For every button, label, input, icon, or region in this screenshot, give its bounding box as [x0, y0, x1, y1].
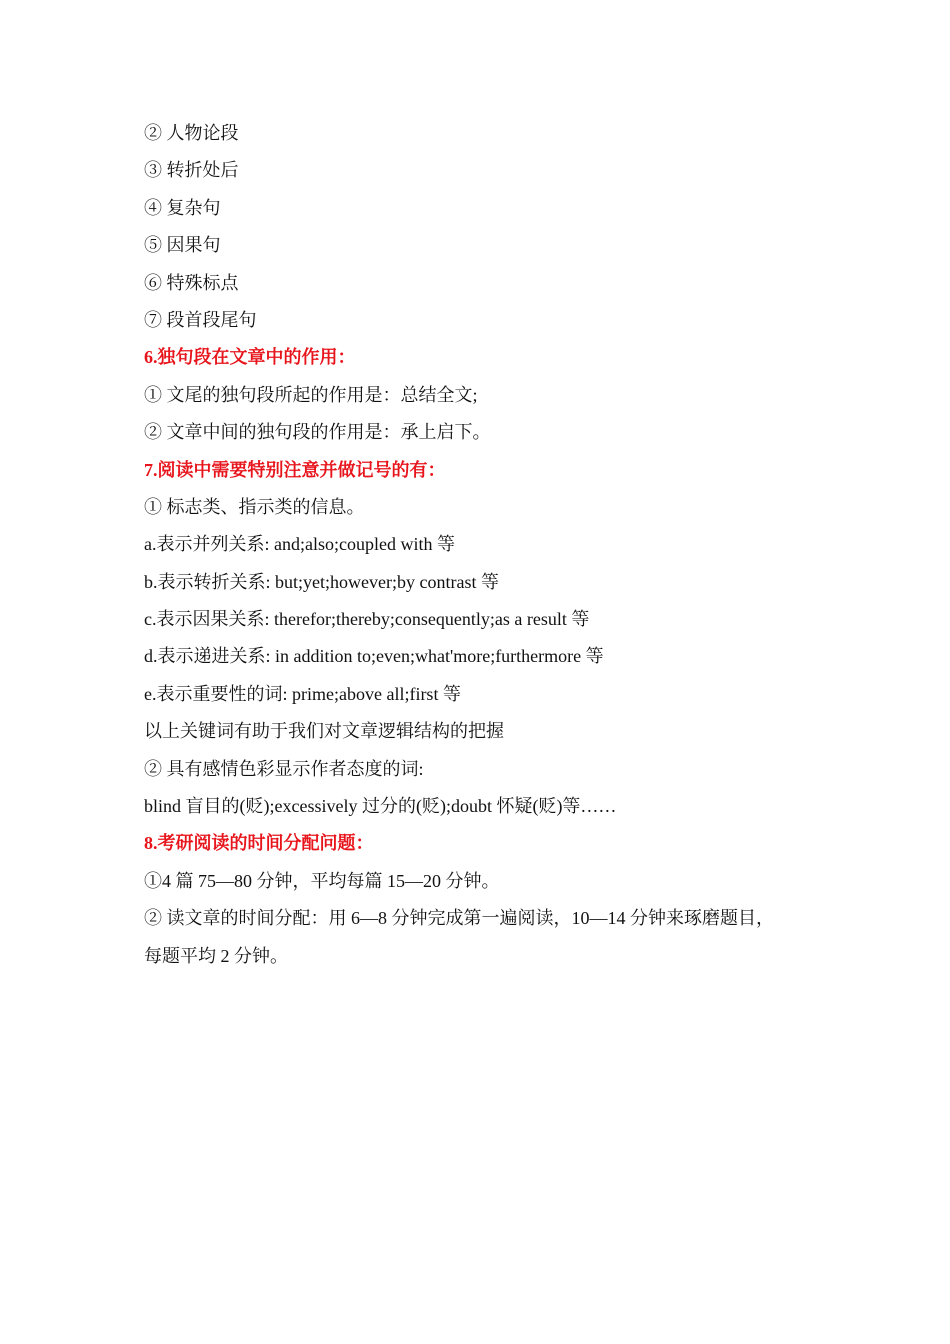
text-line: ② 人物论段 — [144, 123, 239, 143]
section-heading: 7.阅读中需要特别注意并做记号的有： — [144, 459, 446, 480]
text-line: e.表示重要性的词: prime;above all;first 等 — [144, 683, 461, 704]
text-line: d.表示递进关系: in addition to;even;what'more;furthermore 等 — [144, 646, 604, 667]
text-line: ④ 复杂句 — [144, 197, 221, 218]
text-line: blind 盲目的(贬);excessively 过分的(贬);doubt 怀疑(贬)等…… — [144, 796, 617, 817]
text-line: 以上关键词有助于我们对文章逻辑结构的把握 — [144, 721, 504, 742]
text-line: ① 标志类、指示类的信息。 — [144, 496, 365, 517]
text-line: ⑥ 特殊标点 — [144, 272, 239, 293]
section-heading: 6.独句段在文章中的作用： — [144, 347, 356, 368]
text-line: 每题平均 2 分钟。 — [144, 945, 288, 966]
document-body — [144, 120, 824, 980]
text-line: ⑤ 因果句 — [144, 235, 221, 256]
text-line: ① 文尾的独句段所起的作用是：总结全文; — [144, 384, 478, 405]
text-line: a.表示并列关系: and;also;coupled with 等 — [144, 534, 455, 555]
text-line: ② 文章中间的独句段的作用是：承上启下。 — [144, 422, 491, 443]
text-line: c.表示因果关系: therefor;thereby;consequently;as a result 等 — [144, 609, 590, 630]
text-line: b.表示转折关系: but;yet;however;by contrast 等 — [144, 571, 499, 592]
text-line: ⑦ 段首段尾句 — [144, 309, 257, 330]
section-heading: 8.考研阅读的时间分配问题： — [144, 833, 374, 854]
text-line: ② 读文章的时间分配：用 6—8 分钟完成第一遍阅读，10—14 分钟来琢磨题目， — [144, 908, 774, 929]
text-line: ② 具有感情色彩显示作者态度的词: — [144, 758, 424, 779]
text-line: ③ 转折处后 — [144, 160, 239, 181]
text-line: ①4 篇 75—80 分钟，平均每篇 15—20 分钟。 — [144, 870, 500, 891]
